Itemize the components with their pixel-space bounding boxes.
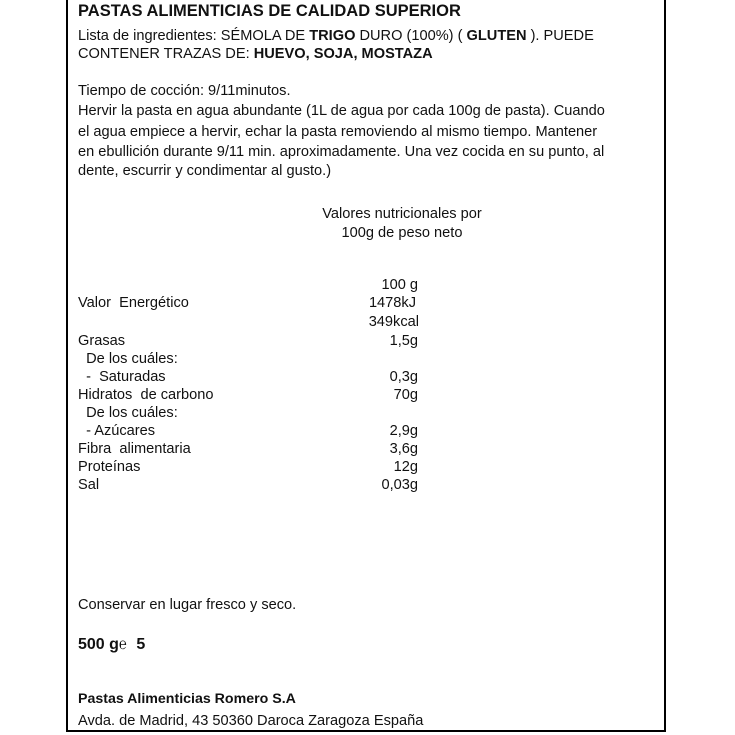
nutrition-label: - Saturadas — [78, 369, 166, 385]
nutrition-row — [78, 294, 498, 312]
cooking-time: Tiempo de cocción: 9/11minutos. — [78, 83, 291, 99]
nutrition-value: 349kcal — [368, 314, 419, 330]
instructions-line: dente, escurrir y condimentar al gusto.) — [78, 163, 332, 179]
lot-number: 5 — [136, 636, 146, 653]
nutrition-value: 3,6g — [389, 441, 418, 457]
nutrition-row — [78, 313, 498, 331]
nutrition-label: Proteínas — [78, 459, 141, 475]
nutrition-value: 1478kJ — [368, 295, 416, 311]
net-weight: 500 g — [78, 636, 119, 653]
nutrition-row — [78, 386, 498, 404]
nutrition-header: Valores nutricionales por 100g de peso neto — [322, 206, 482, 241]
nutrition-label: Grasas — [78, 333, 126, 349]
nutrition-value: 0,03g — [381, 477, 418, 493]
nutrition-row — [78, 332, 498, 350]
nutrition-label: De los cuáles: — [78, 351, 178, 367]
nutrition-value: 1,5g — [389, 333, 418, 349]
company-name: Pastas Alimenticias Romero S.A — [78, 691, 296, 707]
nutrition-label: - Azúcares — [78, 423, 156, 439]
nutrition-value: 2,9g — [389, 423, 418, 439]
allergen-trigo: TRIGO — [309, 28, 356, 44]
nutrition-label: De los cuáles: — [78, 405, 178, 421]
nutrition-row — [78, 440, 498, 458]
instructions-line: Hervir la pasta en agua abundante (1L de agua por cada 100g de pasta). Cuando — [78, 103, 605, 119]
company-address: Avda. de Madrid, 43 50360 Daroca Zaragoza España — [78, 713, 424, 729]
nutrition-column-header: 100 g — [381, 277, 418, 293]
nutrition-row — [78, 350, 498, 368]
nutrition-label: Sal — [78, 477, 100, 493]
nutrition-value: 0,3g — [389, 369, 418, 385]
storage-note: Conservar en lugar fresco y seco. — [78, 597, 297, 613]
estimated-e-mark: ℮ — [118, 636, 127, 653]
nutrition-row — [78, 476, 498, 494]
nutrition-label: Fibra alimentaria — [78, 441, 191, 457]
nutrition-row — [78, 422, 498, 440]
instructions-line: el agua empiece a hervir, echar la pasta removiendo al mismo tiempo. Mantener — [78, 124, 598, 140]
allergen-gluten: GLUTEN — [466, 28, 527, 44]
nutrition-value: 12g — [393, 459, 418, 475]
allergen-traces: HUEVO, SOJA, MOSTAZA — [253, 46, 433, 62]
nutrition-label: Valor Energético — [78, 295, 189, 311]
nutrition-row — [78, 404, 498, 422]
nutrition-label: Hidratos de carbono — [78, 387, 214, 403]
ingredients-line-2: CONTENER TRAZAS DE: HUEVO, SOJA, MOSTAZA — [78, 46, 433, 62]
net-weight-line — [78, 636, 145, 654]
nutrition-row — [78, 458, 498, 476]
nutrition-value: 70g — [393, 387, 418, 403]
product-title: PASTAS ALIMENTICIAS DE CALIDAD SUPERIOR — [78, 2, 461, 20]
instructions-line: en ebullición durante 9/11 min. aproximadamente. Una vez cocida en su punto, al — [78, 144, 605, 160]
nutrition-row — [78, 368, 498, 386]
ingredients-line-1: Lista de ingredientes: SÉMOLA DE TRIGO DURO (100%) ( GLUTEN ). PUEDE — [78, 28, 594, 44]
